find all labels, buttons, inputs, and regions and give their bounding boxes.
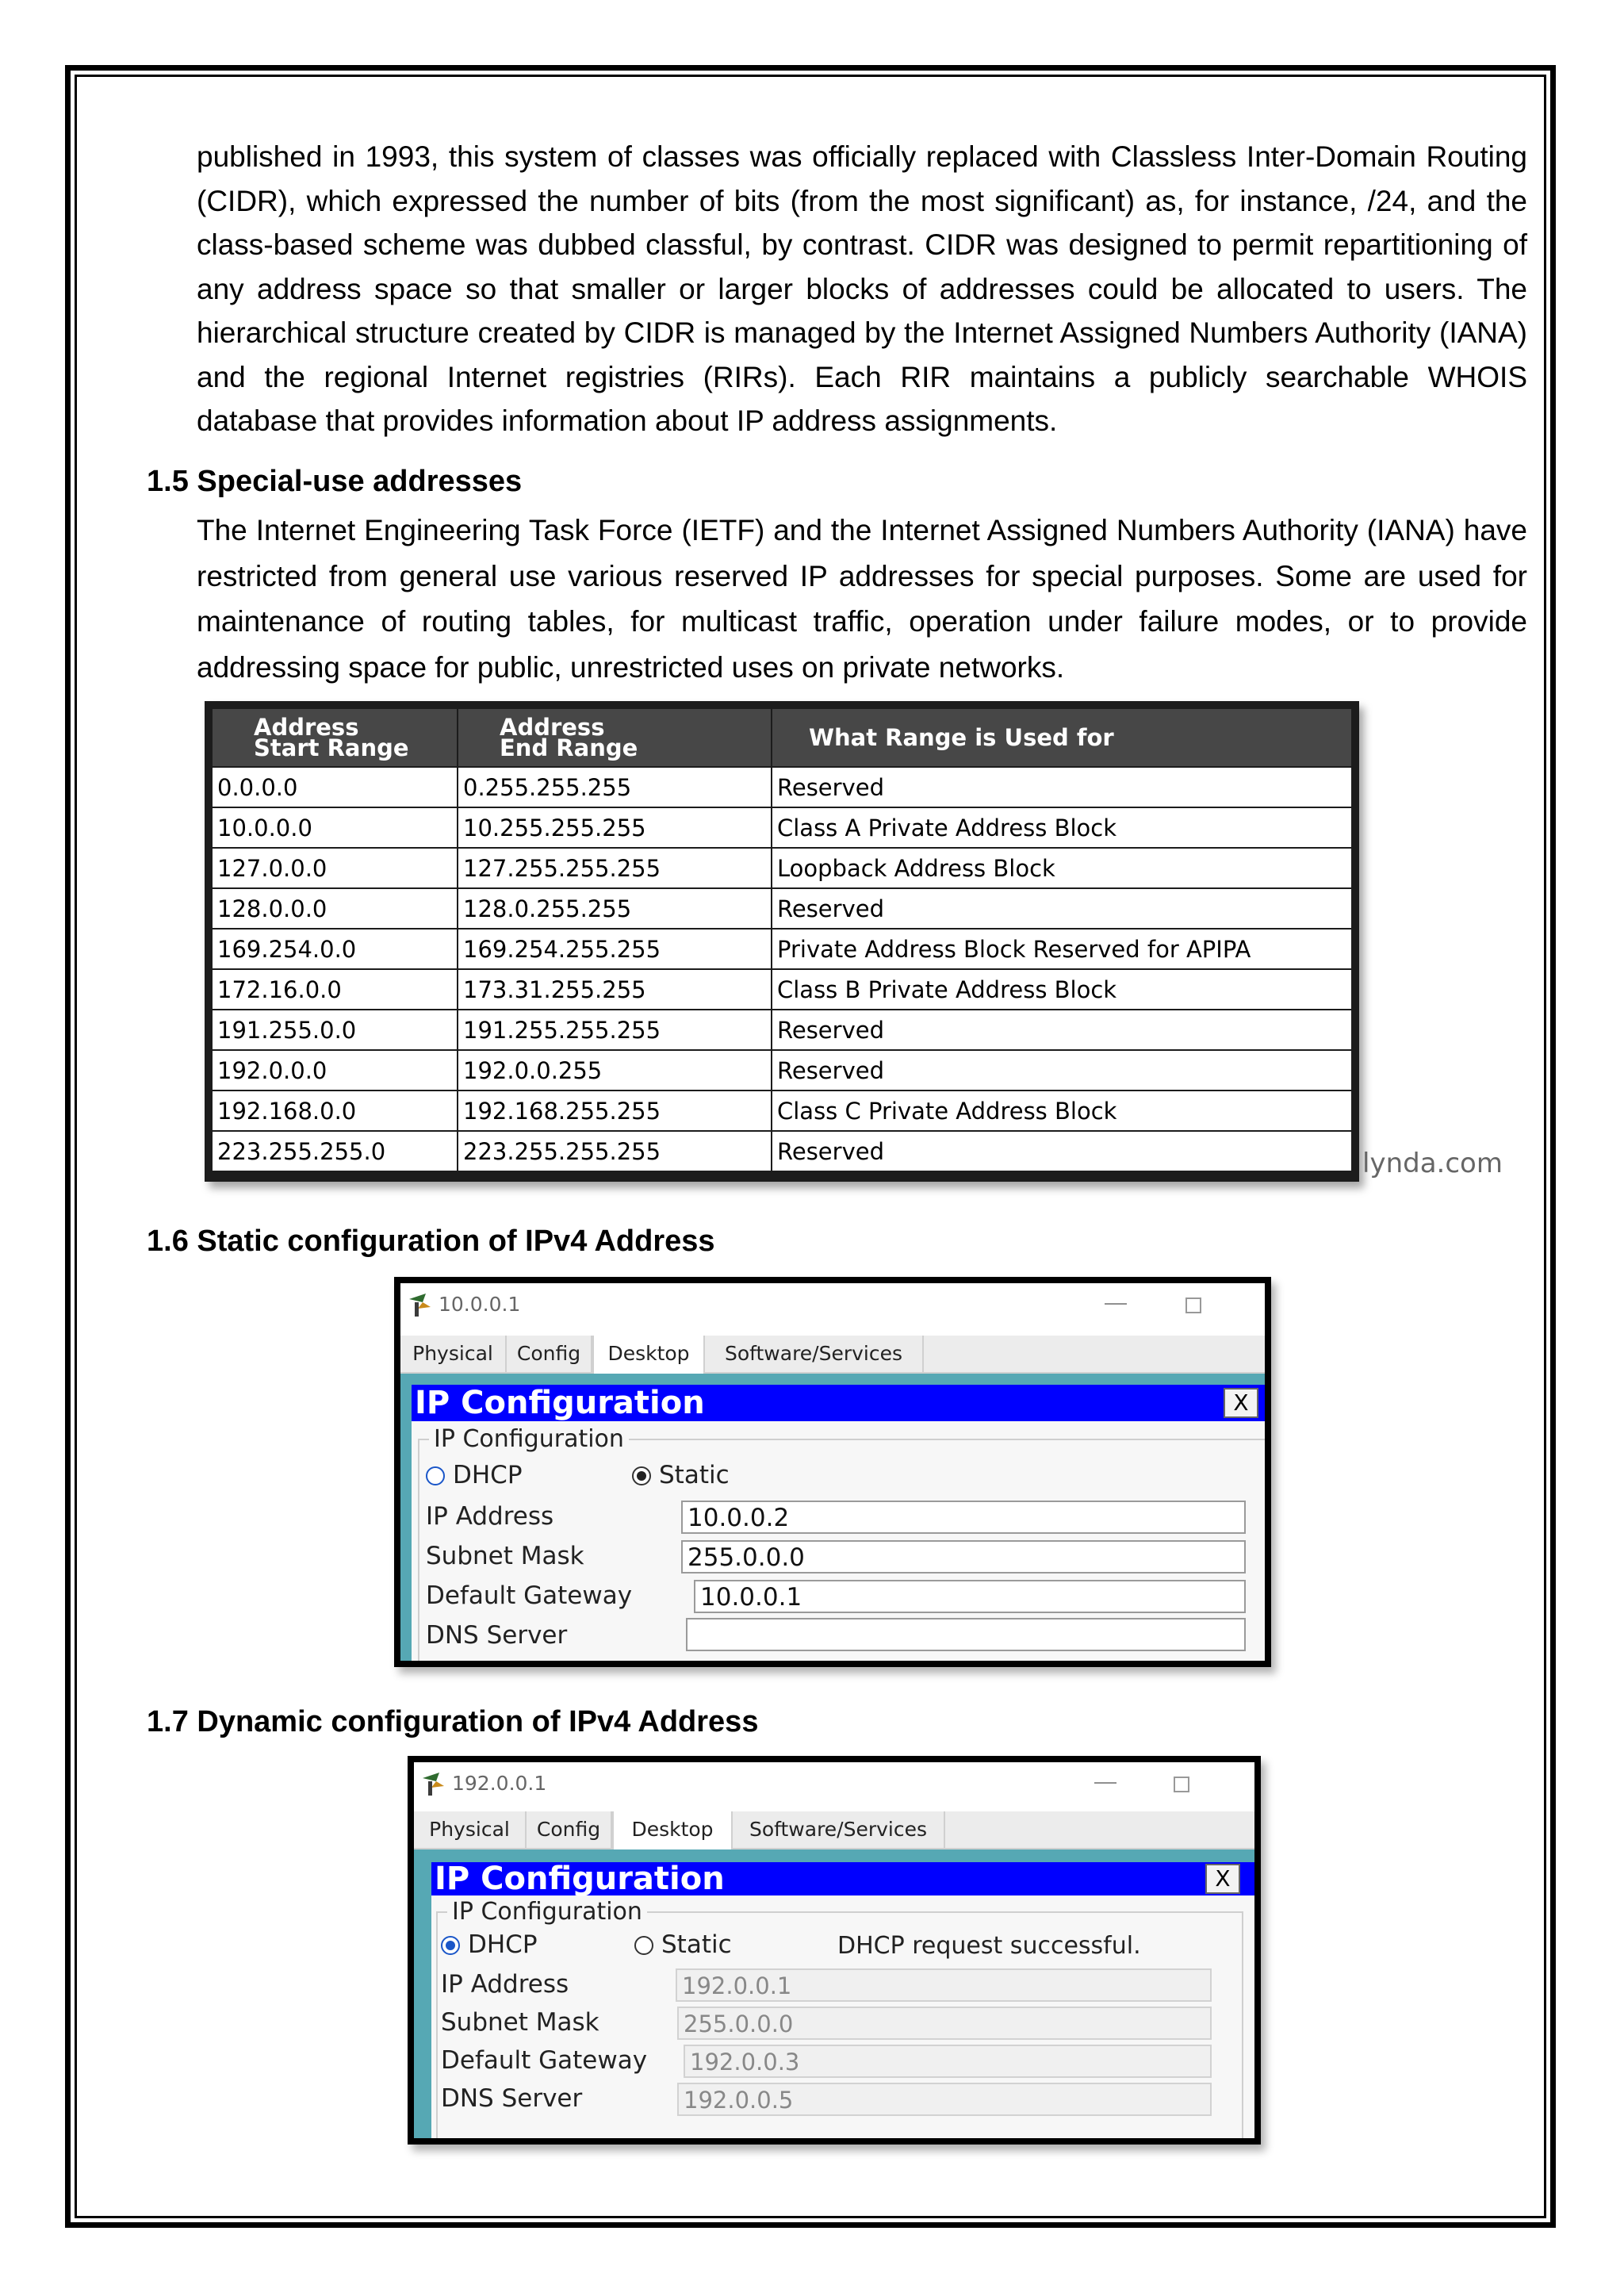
intro-paragraph: published in 1993, this system of classes was officially replaced with Classless Inter-Domain Routing (CIDR), which expressed the number of bits (from the most significant) as, for instance, /24, and the class-based scheme was dubbed classful, by contrast. CIDR was designed to permit repartitioning of any address space so that smaller or larger blocks of addresses could be allocated to users. The hierarchical structure created by CIDR is managed by the Internet Assigned Numbers Authority (IANA) and the regional Internet registries (RIRs). Each RIR maintains a publicly searchable WHOIS database that provides information about IP address assignments. <box>197 140 1527 437</box>
column-header-use: What Range is Used for <box>772 708 1352 767</box>
dns-server-input[interactable] <box>686 1618 1246 1651</box>
tab-config[interactable]: Config <box>507 1336 592 1372</box>
panel-title: IP Configuration <box>415 1385 705 1421</box>
table-row: 172.16.0.0 173.31.255.255 Class B Private Address Block <box>212 969 1352 1010</box>
default-gateway-input[interactable]: 192.0.0.3 <box>684 2045 1212 2078</box>
ip-address-input[interactable]: 10.0.0.2 <box>681 1501 1246 1534</box>
radio-checked-icon <box>632 1466 651 1485</box>
table-row: 192.0.0.0 192.0.0.255 Reserved <box>212 1050 1352 1091</box>
default-gateway-label: Default Gateway <box>426 1581 633 1610</box>
tab-bar <box>400 1336 1265 1374</box>
titlebar <box>414 1762 1254 1807</box>
tab-desktop[interactable]: Desktop <box>612 1811 733 1849</box>
tab-physical[interactable]: Physical <box>414 1811 527 1848</box>
maximize-button[interactable] <box>1185 1297 1201 1313</box>
static-config-window <box>394 1277 1271 1667</box>
ip-configuration-panel <box>412 1385 1265 1661</box>
minimize-button[interactable]: — <box>1094 1769 1116 1793</box>
ip-address-label: IP Address <box>441 1970 569 1999</box>
panel-title: IP Configuration <box>435 1862 725 1897</box>
address-range-table <box>205 701 1503 1182</box>
section-heading-1-6: 1.6 Static configuration of IPv4 Address <box>147 1225 715 1258</box>
static-radio[interactable]: Static <box>632 1461 730 1489</box>
tab-config[interactable]: Config <box>527 1811 612 1848</box>
table-row: 223.255.255.0 223.255.255.255 Reserved <box>212 1131 1352 1171</box>
group-label: IP Configuration <box>429 1425 629 1453</box>
dhcp-config-window <box>408 1756 1261 2145</box>
dns-server-input[interactable]: 192.0.0.5 <box>677 2083 1212 2116</box>
radio-checked-icon <box>441 1936 460 1955</box>
section-1-5-paragraph: The Internet Engineering Task Force (IETF) and the Internet Assigned Numbers Authority (IANA) have restricted from general use various reserved IP addresses for special purposes. Some are used for maintenance of routing tables, for multicast traffic, operation under failure modes, or to provide addressing space for public, unrestricted uses on private networks. <box>197 514 1527 684</box>
window-title: 10.0.0.1 <box>439 1293 521 1316</box>
dhcp-radio[interactable]: DHCP <box>441 1930 538 1959</box>
ip-configuration-panel <box>431 1862 1254 2138</box>
ip-address-input[interactable]: 192.0.0.1 <box>676 1968 1212 2002</box>
radio-circle-icon <box>634 1936 653 1955</box>
section-heading-1-5: 1.5 Special-use addresses <box>147 465 523 498</box>
table-row: 127.0.0.0 127.255.255.255 Loopback Address Block <box>212 848 1352 888</box>
table-row: 191.255.0.0 191.255.255.255 Reserved <box>212 1010 1352 1050</box>
table-row: 0.0.0.0 0.255.255.255 Reserved <box>212 767 1352 807</box>
radio-circle-icon <box>426 1466 445 1485</box>
group-label: IP Configuration <box>447 1898 647 1926</box>
panel-header <box>431 1862 1254 1895</box>
subnet-mask-input[interactable]: 255.0.0.0 <box>681 1540 1246 1573</box>
close-button[interactable]: X <box>1224 1388 1258 1418</box>
subnet-mask-input[interactable]: 255.0.0.0 <box>677 2007 1212 2040</box>
static-radio[interactable]: Static <box>634 1930 732 1959</box>
maximize-button[interactable] <box>1174 1777 1189 1792</box>
packet-tracer-icon <box>407 1291 434 1318</box>
tab-desktop[interactable]: Desktop <box>592 1336 705 1374</box>
close-button[interactable]: X <box>1205 1864 1240 1894</box>
dhcp-status-message: DHCP request successful. <box>837 1932 1141 1960</box>
titlebar <box>400 1283 1265 1328</box>
dhcp-radio[interactable]: DHCP <box>426 1461 523 1489</box>
column-header-end: Address End Range <box>458 708 772 767</box>
window-title: 192.0.0.1 <box>452 1772 547 1795</box>
minimize-button[interactable]: — <box>1105 1290 1127 1314</box>
subnet-mask-label: Subnet Mask <box>426 1542 584 1570</box>
default-gateway-input[interactable]: 10.0.0.1 <box>694 1580 1246 1613</box>
table-row: 169.254.0.0 169.254.255.255 Private Address Block Reserved for APIPA <box>212 929 1352 969</box>
tab-software-services[interactable]: Software/Services <box>705 1336 924 1372</box>
dns-server-label: DNS Server <box>441 2084 583 2113</box>
desktop-background <box>400 1374 1265 1661</box>
tab-bar <box>414 1811 1254 1849</box>
tab-physical[interactable]: Physical <box>400 1336 507 1372</box>
panel-header <box>412 1385 1265 1421</box>
dns-server-label: DNS Server <box>426 1621 568 1650</box>
watermark: lynda.com <box>1362 1148 1503 1179</box>
section-heading-1-7: 1.7 Dynamic configuration of IPv4 Address <box>147 1705 759 1738</box>
packet-tracer-icon <box>420 1770 447 1797</box>
table-row: 128.0.0.0 128.0.255.255 Reserved <box>212 888 1352 929</box>
column-header-start: Address Start Range <box>212 708 458 767</box>
default-gateway-label: Default Gateway <box>441 2046 648 2075</box>
ip-address-label: IP Address <box>426 1502 554 1531</box>
subnet-mask-label: Subnet Mask <box>441 2008 599 2037</box>
table-row: 10.0.0.0 10.255.255.255 Class A Private Address Block <box>212 807 1352 848</box>
table-row: 192.168.0.0 192.168.255.255 Class C Private Address Block <box>212 1091 1352 1131</box>
tab-software-services[interactable]: Software/Services <box>733 1811 945 1848</box>
desktop-background <box>414 1849 1254 2138</box>
